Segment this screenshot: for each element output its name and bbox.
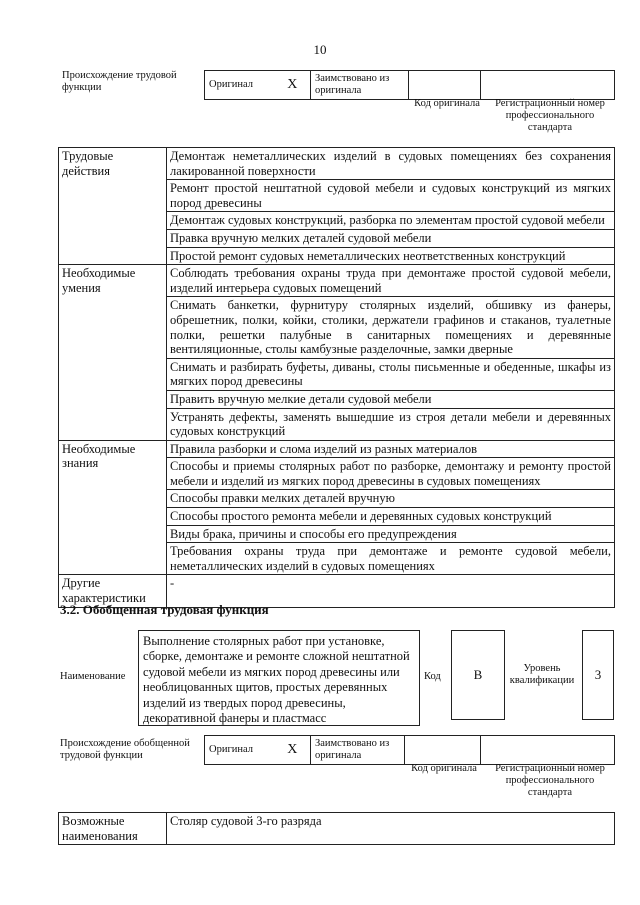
section-title: 3.2. Обобщенная трудовая функция (60, 602, 269, 617)
registration-number-cell (481, 71, 615, 100)
page-number: 10 (313, 42, 327, 57)
original-cell: Оригинал (205, 71, 275, 100)
category-other-characteristics: Другие характеристики (59, 575, 167, 607)
list-item: Демонтаж судовых конструкций, разборка по элементам простой судовой мебели (167, 212, 615, 230)
code-original-caption: Код оригинала (414, 98, 480, 109)
registration-number-caption: Регистрационный номер профессионального стандарта (495, 763, 605, 798)
origin-label: Происхождение трудовой функции (62, 70, 177, 93)
list-item: Снимать и разбирать буфеты, диваны, столы письменные и обеденные, шкафы из мягких пород древесины (167, 358, 615, 390)
table-row (59, 813, 615, 845)
original-cell: Оригинал (205, 736, 275, 765)
category-required-skills: Необходимые умения (59, 265, 167, 441)
code-original-caption: Код оригинала (411, 763, 477, 774)
list-item: Простой ремонт судовых неметаллических неответственных конструкций (167, 247, 615, 265)
name-label: Наименование (60, 671, 126, 682)
qualification-level-box: 3 (582, 630, 614, 720)
borrowed-cell: Заимствовано из оригинала (311, 71, 409, 100)
list-item: Соблюдать требования охраны труда при демонтаже простой судовой мебели, изделий интерьера судовых помещений (167, 265, 615, 297)
original-mark: X (275, 71, 311, 100)
code-original-cell (405, 736, 481, 765)
list-item: Способы правки мелких деталей вручную (167, 490, 615, 508)
category-labor-actions: Трудовые действия (59, 148, 167, 265)
possible-titles-table (58, 812, 615, 845)
list-item: Способы и приемы столярных работ по разборке, демонтажу и ремонту простой мебели и изделий из мягких пород древесины в судовых помещениях (167, 458, 615, 490)
list-item: Виды брака, причины и способы его предупреждения (167, 525, 615, 543)
list-item: Править вручную мелкие детали судовой мебели (167, 390, 615, 408)
table-row (59, 148, 615, 180)
list-item: Снимать банкетки, фурнитуру столярных изделий, обшивку из фанеры, обрешетник, полки, койки, столики, держатели графинов и стаканов, туалетные полки, решетки палубные в санитарных помещениях и деревянные вентиляционные, столы камбузные разделочные, замки дверные (167, 297, 615, 358)
other-characteristics-value: - (167, 575, 615, 607)
function-name-box: Выполнение столярных работ при установке, сборке, демонтаже и ремонте сложной нештатной судовой мебели из мягких пород древесины или необлицованных щитов, простых деревянных изделий из твердых пород древесины, декоративной фанеры и пластмасс (138, 630, 420, 726)
list-item: Требования охраны труда при демонтаже и ремонте судовой мебели, неметаллических изделий в судовых помещениях (167, 543, 615, 575)
list-item: Правила разборки и слома изделий из разных материалов (167, 440, 615, 458)
original-mark: X (275, 736, 311, 765)
origin-table (204, 70, 615, 100)
code-value-box: B (451, 630, 505, 720)
code-original-cell (409, 71, 481, 100)
list-item: Способы простого ремонта мебели и деревянных судовых конструкций (167, 508, 615, 526)
qualification-level-label: Уровень квалификации (509, 663, 575, 686)
list-item: Ремонт простой нештатной судовой мебели и судовых конструкций из мягких пород древесины (167, 180, 615, 212)
table-row (59, 440, 615, 458)
registration-number-caption: Регистрационный номер профессионального стандарта (495, 98, 605, 133)
list-item: Демонтаж неметаллических изделий в судовых помещениях без сохранения лакированной поверхности (167, 148, 615, 180)
category-possible-titles: Возможные наименования (59, 813, 167, 845)
category-required-knowledge: Необходимые знания (59, 440, 167, 575)
function-details-table (58, 147, 615, 608)
generalized-origin-label: Происхождение обобщенной трудовой функции (60, 738, 190, 761)
registration-number-cell (481, 736, 615, 765)
code-label: Код (424, 671, 441, 682)
list-item: Устранять дефекты, заменять вышедшие из строя детали мебели и деревянных судовых конструкций (167, 408, 615, 440)
list-item: Правка вручную мелких деталей судовой мебели (167, 229, 615, 247)
borrowed-cell: Заимствовано из оригинала (311, 736, 405, 765)
table-row (59, 265, 615, 297)
possible-titles-value: Столяр судовой 3-го разряда (167, 813, 615, 845)
generalized-origin-table (204, 735, 615, 765)
